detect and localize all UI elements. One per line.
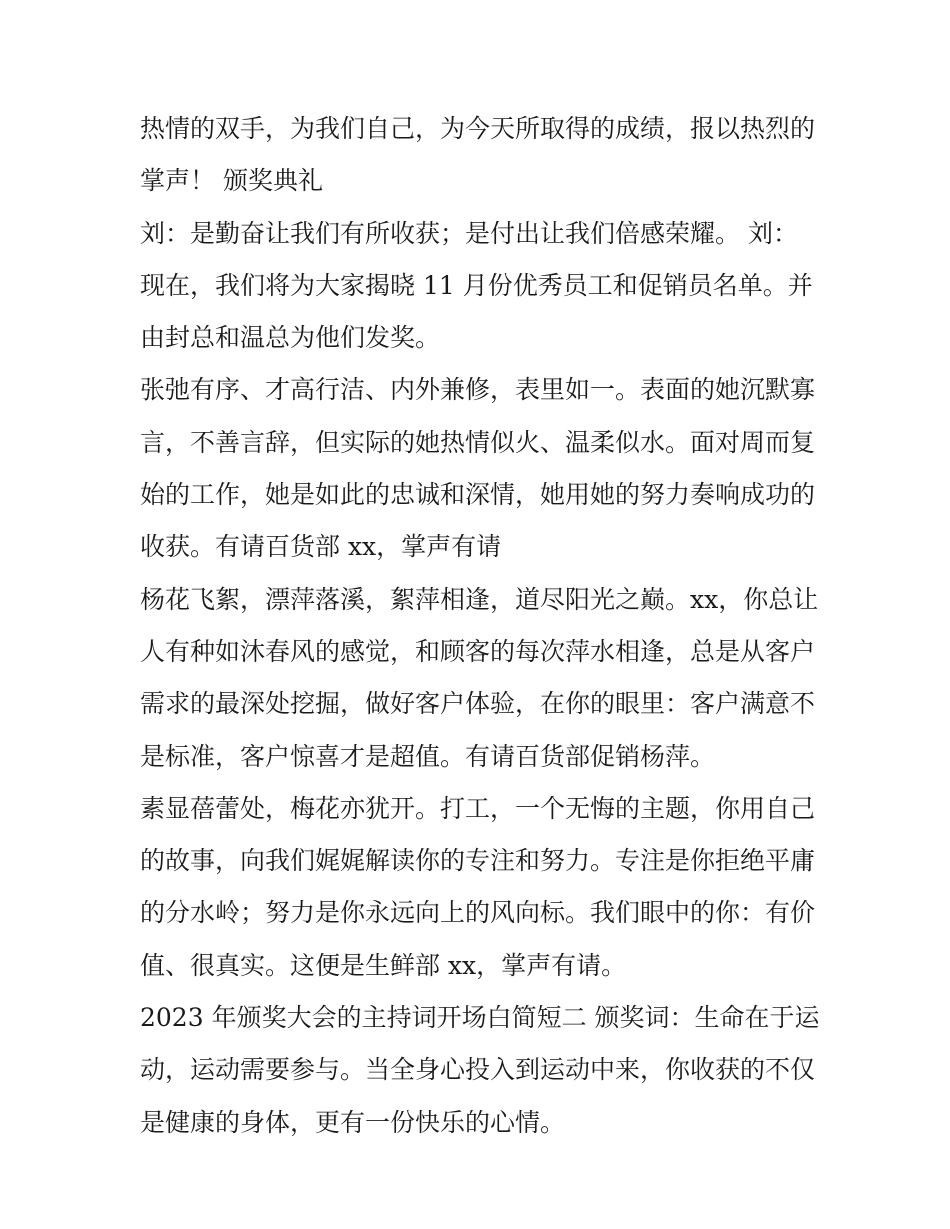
text-line: 收获。有请百货部 xx，掌声有请: [140, 532, 502, 562]
text-line: 言，不善言辞，但实际的她热情似火、温柔似水。面对周而复: [140, 427, 816, 457]
text-line: 现在，我们将为大家揭晓 11 月份优秀员工和促销员名单。并: [140, 270, 813, 300]
text-line: 动，运动需要参与。当全身心投入到运动中来，你收获的不仅: [140, 1055, 816, 1085]
text-line: 值、很真实。这便是生鲜部 xx，掌声有请。: [140, 950, 627, 980]
text-line: 刘：是勤奋让我们有所收获；是付出让我们倍感荣耀。 刘：: [140, 218, 798, 248]
text-line: 由封总和温总为他们发奖。: [140, 323, 441, 353]
paragraph-applause: [140, 103, 820, 208]
text-line: 的故事，向我们娓娓解读你的专注和努力。专注是你拒绝平庸: [140, 846, 816, 876]
paragraph-ceremony-intro: [140, 992, 820, 1149]
text-line: 是标准，客户惊喜才是超值。有请百货部促销杨萍。: [140, 741, 716, 771]
text-line: 需求的最深处挖掘，做好客户体验，在你的眼里：客户满意不: [140, 689, 816, 719]
paragraph-award-3: [140, 783, 820, 992]
paragraph-announcement: [140, 208, 820, 365]
text-line: 掌声！ 颁奖典礼: [140, 166, 323, 196]
paragraph-award-1: [140, 364, 820, 573]
text-line: 是健康的身体，更有一份快乐的心情。: [140, 1107, 566, 1137]
text-line: 杨花飞絮，漂萍落溪，絮萍相逢，道尽阳光之巅。xx，你总让: [140, 584, 819, 614]
text-line: 的分水岭；努力是你永远向上的风向标。我们眼中的你：有价: [140, 898, 816, 928]
text-line: 热情的双手，为我们自己，为今天所取得的成绩，报以热烈的: [140, 114, 816, 143]
text-line: 人有种如沐春风的感觉，和顾客的每次萍水相逢，总是从客户: [140, 636, 816, 666]
text-line: 素显蓓蕾处，梅花亦犹开。打工，一个无悔的主题，你用自己: [140, 793, 816, 823]
text-line: 2023 年颁奖大会的主持词开场白简短二 颁奖词：生命在于运: [140, 1003, 820, 1033]
document-body: [140, 103, 820, 1149]
text-line: 始的工作，她是如此的忠诚和深情，她用她的努力奏响成功的: [140, 480, 816, 510]
text-line: 张弛有序、才高行洁、内外兼修，表里如一。表面的她沉默寡: [140, 375, 816, 405]
paragraph-award-2: [140, 574, 820, 783]
